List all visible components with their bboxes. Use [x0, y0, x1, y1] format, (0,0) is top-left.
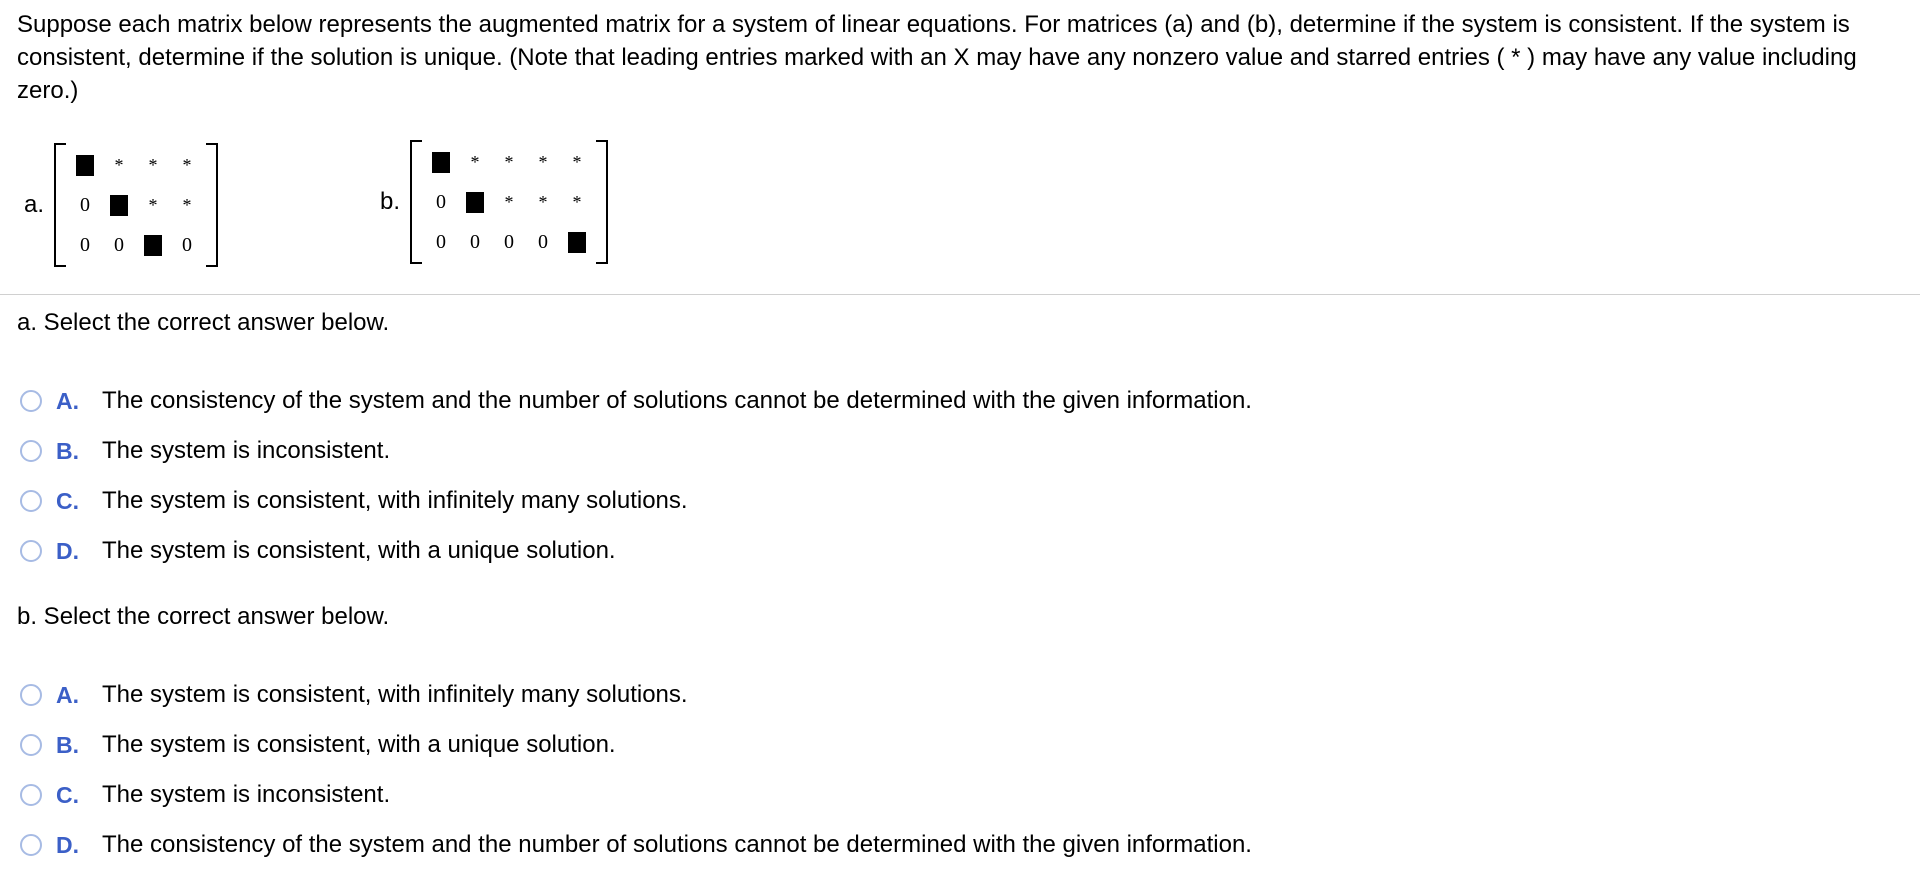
matrix-entry: 0 — [470, 231, 481, 253]
part-a-options — [20, 376, 1900, 576]
radio-button[interactable] — [20, 440, 42, 462]
leading-entry-square — [76, 155, 94, 176]
leading-entry — [110, 189, 128, 221]
matrix-entry: 0 — [182, 234, 193, 256]
leading-entry-square — [466, 192, 484, 213]
radio-button[interactable] — [20, 390, 42, 412]
leading-entry — [466, 186, 484, 218]
radio-button[interactable] — [20, 540, 42, 562]
option-text: The consistency of the system and the number of solutions cannot be determined with the given information. — [102, 831, 1252, 858]
option-letter: B. — [56, 731, 79, 758]
part-a-option-b[interactable] — [20, 426, 1900, 476]
leading-entry-square — [144, 235, 162, 256]
matrix-entry: 0 — [538, 231, 549, 253]
matrix-entry: * — [572, 192, 582, 212]
option-text: The system is inconsistent. — [102, 437, 391, 464]
matrix-entry: * — [538, 152, 548, 172]
leading-entry-square — [568, 232, 586, 253]
radio-button[interactable] — [20, 834, 42, 856]
radio-button[interactable] — [20, 734, 42, 756]
option-letter: D. — [56, 831, 79, 858]
part-b-option-a[interactable] — [20, 670, 1900, 720]
option-letter: C. — [56, 781, 79, 808]
matrix-b-block — [380, 140, 608, 264]
option-letter: C. — [56, 487, 79, 514]
matrix-entry: * — [504, 152, 514, 172]
option-text: The system is consistent, with a unique solution. — [102, 537, 616, 564]
part-b-option-d[interactable] — [20, 820, 1900, 870]
option-text: The system is inconsistent. — [102, 781, 391, 808]
matrix-entry: 0 — [436, 191, 447, 213]
matrix-entry: 0 — [436, 231, 447, 253]
matrix-entry: * — [572, 152, 582, 172]
option-text: The system is consistent, with infinitely many solutions. — [102, 487, 688, 514]
matrix-a-block — [24, 143, 218, 267]
matrix-a — [54, 143, 218, 267]
radio-button[interactable] — [20, 784, 42, 806]
matrix-entry: * — [114, 155, 124, 175]
option-letter: A. — [56, 387, 79, 414]
option-text: The consistency of the system and the number of solutions cannot be determined with the given information. — [102, 387, 1252, 414]
part-b-option-b[interactable] — [20, 720, 1900, 770]
option-text: The system is consistent, with a unique solution. — [102, 731, 616, 758]
option-letter: A. — [56, 681, 79, 708]
leading-entry — [432, 146, 450, 178]
matrix-a-label: a. — [24, 191, 45, 218]
leading-entry-square — [432, 152, 450, 173]
option-text: The system is consistent, with infinitely many solutions. — [102, 681, 688, 708]
matrix-entry: 0 — [80, 234, 91, 256]
part-a-option-a[interactable] — [20, 376, 1900, 426]
leading-entry-square — [110, 195, 128, 216]
option-letter: D. — [56, 537, 79, 564]
matrix-b-label: b. — [380, 188, 401, 215]
part-b-title: b. Select the correct answer below. — [17, 603, 390, 630]
leading-entry — [76, 149, 94, 181]
question-prompt: Suppose each matrix below represents the augmented matrix for a system of linear equations. For matrices (a) and (b), determine if the system is consistent. If the system is consistent, determine if the solution is unique. (Note that leading entries marked with an X may have any nonzero value and starred entries ( * ) may have any value including zero.) — [17, 11, 1857, 104]
option-letter: B. — [56, 437, 79, 464]
radio-button[interactable] — [20, 684, 42, 706]
matrix-entry: * — [148, 195, 158, 215]
matrix-entry: 0 — [114, 234, 125, 256]
section-divider — [0, 294, 1920, 295]
part-a-option-d[interactable] — [20, 526, 1900, 576]
matrix-entry: * — [504, 192, 514, 212]
radio-button[interactable] — [20, 490, 42, 512]
part-a-title: a. Select the correct answer below. — [17, 309, 390, 336]
matrix-entry: * — [470, 152, 480, 172]
matrix-entry: 0 — [80, 194, 91, 216]
part-b-options — [20, 670, 1900, 870]
part-b-option-c[interactable] — [20, 770, 1900, 820]
matrix-entry: * — [182, 195, 192, 215]
leading-entry — [568, 226, 586, 258]
leading-entry — [144, 229, 162, 261]
part-a-option-c[interactable] — [20, 476, 1900, 526]
matrix-entry: 0 — [504, 231, 515, 253]
matrix-entry: * — [148, 155, 158, 175]
matrix-b — [410, 140, 608, 264]
matrix-entry: * — [182, 155, 192, 175]
matrix-entry: * — [538, 192, 548, 212]
